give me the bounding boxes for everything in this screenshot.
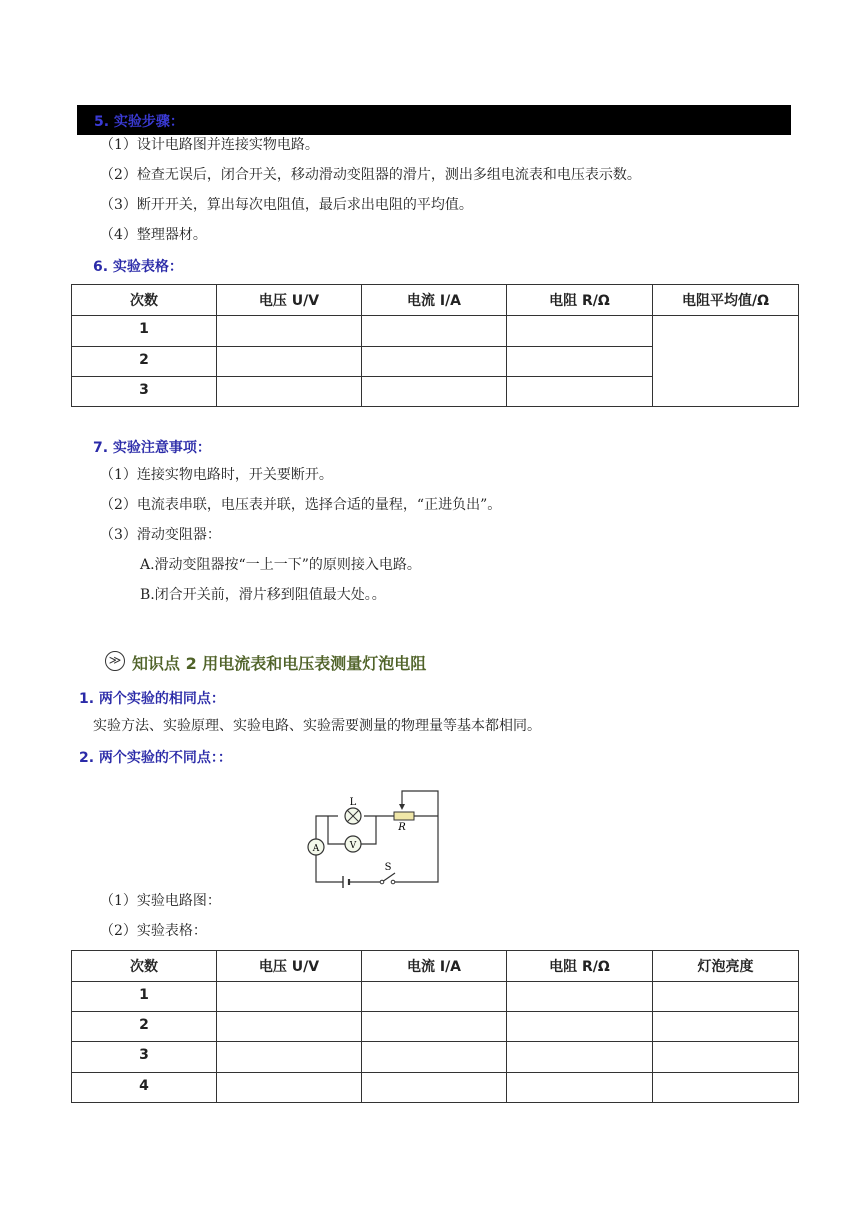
- table-cell: [217, 1073, 362, 1103]
- ammeter-label: A: [312, 844, 320, 854]
- same-points-text: 实验方法、实验原理、实验电路、实验需要测量的物理量等基本都相同。: [93, 718, 541, 734]
- table-cell: [217, 982, 362, 1012]
- note-2: （2）电流表串联，电压表并联，选择合适的量程，“正进负出”。: [100, 497, 502, 513]
- diff-item-1: （1）实验电路图：: [100, 893, 221, 909]
- resistance-table: [71, 284, 799, 407]
- rheostat-label: R: [398, 822, 406, 833]
- row-number: 1: [72, 982, 217, 1012]
- row-number: 3: [72, 377, 217, 407]
- table-cell: [217, 1012, 362, 1042]
- table-cell: [217, 1042, 362, 1073]
- table-row: [72, 1073, 799, 1103]
- step-3: （3）断开开关，算出每次电阻值，最后求出电阻的平均值。: [100, 197, 473, 213]
- col-header: 电阻 R/Ω: [507, 951, 653, 982]
- circuit-diagram: [298, 786, 448, 890]
- table-cell: [507, 377, 653, 407]
- row-number: 1: [72, 316, 217, 347]
- table-cell: [362, 316, 507, 347]
- table-cell: [507, 347, 653, 377]
- double-chevron-icon: ≫: [105, 651, 125, 671]
- row-number: 4: [72, 1073, 217, 1103]
- table-row: [72, 982, 799, 1012]
- table-row: [72, 316, 799, 347]
- knowledge-point-title: 知识点 2 用电流表和电压表测量灯泡电阻: [132, 654, 427, 673]
- table-row: [72, 1012, 799, 1042]
- row-number: 2: [72, 1012, 217, 1042]
- table-cell: [507, 1012, 653, 1042]
- table-cell: [653, 1012, 799, 1042]
- note-3a: A.滑动变阻器按“一上一下”的原则接入电路。: [140, 557, 421, 573]
- col-header: 次数: [72, 951, 217, 982]
- rheostat-symbol: [394, 812, 414, 820]
- voltmeter-label: V: [349, 841, 357, 851]
- table-cell: [362, 1012, 507, 1042]
- col-header: 电压 U/V: [217, 951, 362, 982]
- row-number: 3: [72, 1042, 217, 1073]
- table-cell: [362, 377, 507, 407]
- table-row: [72, 1042, 799, 1073]
- col-header: 电流 I/A: [362, 951, 507, 982]
- step-4: （4）整理器材。: [100, 227, 207, 243]
- step-1: （1）设计电路图并连接实物电路。: [100, 137, 319, 153]
- col-header: 次数: [72, 285, 217, 316]
- table-cell: [507, 1042, 653, 1073]
- table-cell: [507, 982, 653, 1012]
- table-cell: [507, 316, 653, 347]
- note-1: （1）连接实物电路时，开关要断开。: [100, 467, 333, 483]
- lamp-table: [71, 950, 799, 1103]
- table-header-row: [72, 285, 799, 316]
- section7-heading: 7. 实验注意事项：: [93, 440, 211, 456]
- table-cell: [653, 1042, 799, 1073]
- section6-heading: 6. 实验表格：: [93, 259, 183, 275]
- table-cell: [362, 347, 507, 377]
- table-cell: [362, 982, 507, 1012]
- row-number: 2: [72, 347, 217, 377]
- note-3b: B.闭合开关前，滑片移到阻值最大处。。: [140, 587, 386, 603]
- table-cell: [217, 316, 362, 347]
- lamp-label: L: [349, 797, 357, 808]
- average-cell: [653, 316, 799, 407]
- table-cell: [217, 377, 362, 407]
- table-cell: [362, 1073, 507, 1103]
- col-header: 电压 U/V: [217, 285, 362, 316]
- step-2: （2）检查无误后，闭合开关，移动滑动变阻器的滑片，测出多组电流表和电压表示数。: [100, 167, 641, 183]
- col-header: 电阻 R/Ω: [507, 285, 653, 316]
- table-cell: [653, 982, 799, 1012]
- note-3: （3）滑动变阻器：: [100, 527, 221, 543]
- table-cell: [217, 347, 362, 377]
- diff-points-heading: 2. 两个实验的不同点：：: [79, 750, 232, 766]
- col-header: 灯泡亮度: [653, 951, 799, 982]
- table-cell: [362, 1042, 507, 1073]
- same-points-heading: 1. 两个实验的相同点：: [79, 691, 225, 707]
- col-header: 电阻平均值/Ω: [653, 285, 799, 316]
- table-header-row: [72, 951, 799, 982]
- lamp-symbol: [345, 808, 361, 824]
- table-cell: [507, 1073, 653, 1103]
- section5-heading: 5. 实验步骤：: [94, 114, 184, 130]
- table-cell: [653, 1073, 799, 1103]
- switch-label: S: [384, 862, 392, 873]
- section5-heading-bar: [77, 105, 791, 135]
- col-header: 电流 I/A: [362, 285, 507, 316]
- diff-item-2: （2）实验表格：: [100, 923, 207, 939]
